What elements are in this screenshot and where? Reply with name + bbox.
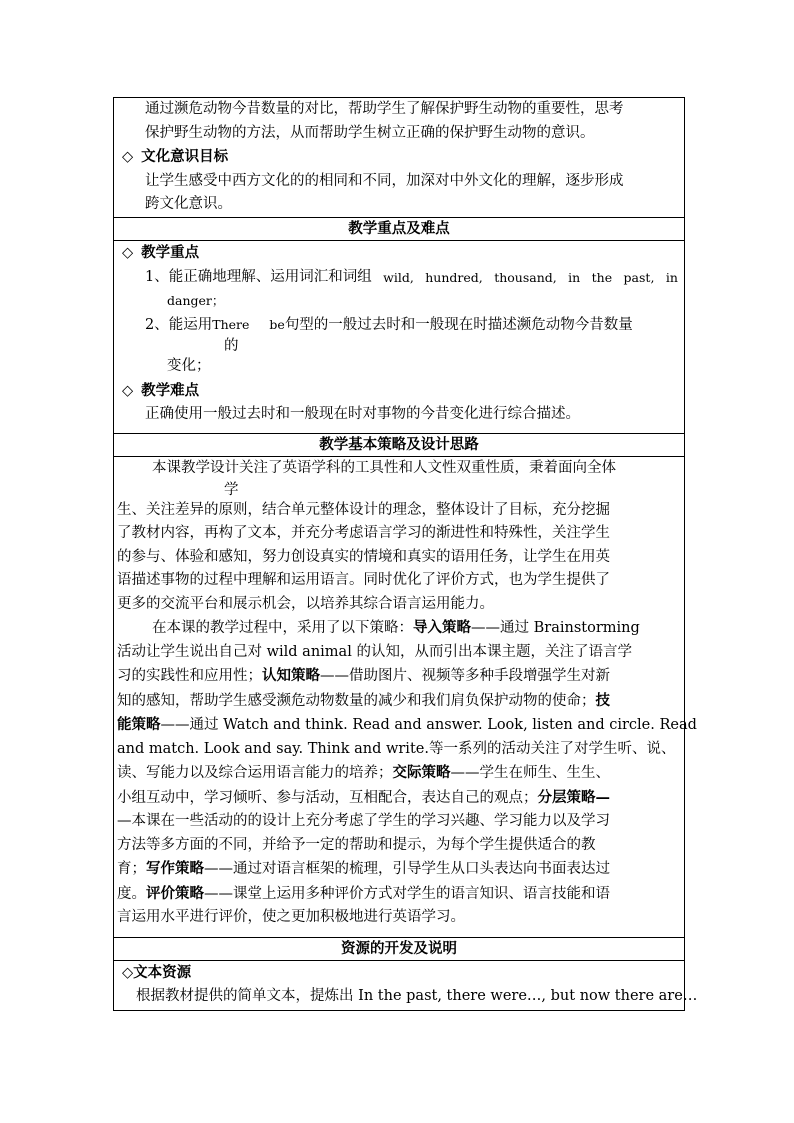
diamond-bullet-icon: ◇ [122, 382, 134, 399]
culture-goal-heading: ◇ 文化意识目标 [122, 148, 229, 165]
focus-heading: ◇ 教学重点 [122, 244, 200, 261]
diamond-bullet-icon: ◇ [122, 245, 134, 261]
focus-item-2-cont: 变化； [167, 358, 211, 374]
difficulty-heading: ◇ 教学难点 [122, 381, 200, 399]
difficulty-text: 正确使用一般过去时和一般现在时对事物的今昔变化进行综合描述。 [145, 406, 580, 422]
text-resource-heading: ◇文本资源 [122, 964, 192, 981]
strategy-p1-line-2: 生、关注差异的原则，结合单元整体设计的理念，整体设计了目标，充分挖掘 [117, 501, 610, 518]
lesson-plan-table [113, 97, 698, 1011]
strategy-p1-line-6: 更多的交流平台和展示机会，以培养其综合语言运用能力。 [117, 595, 494, 612]
diamond-bullet-icon: ◇ [122, 149, 134, 165]
key-points-cell [114, 241, 684, 434]
strategy-p2-line-9: —本课在一些活动的的设计上充分考虑了学生的学习兴趣、学习能力以及学习 [117, 813, 610, 829]
focus-item-1-cont: danger； [167, 293, 225, 308]
strategy-p2-line-5: 能策略——通过 Watch and think. Read and answer. Look, listen and circle. Read [117, 716, 697, 733]
text-resource-line: 根据教材提供的简单文本，提炼出 In the past, there were…, but now there are… [136, 987, 698, 1004]
strategy-p2-line-8: 小组互动中，学习倾听、参与活动，互相配合，表达自己的观点；分层策略— [117, 788, 610, 806]
moral-line-1: 通过濒危动物今昔数量的对比，帮助学生了解保护野生动物的重要性，思考 [145, 101, 624, 117]
strategy-p1-line-3: 了教材内容，再构了文本，并充分考虑语言学习的渐进性和特殊性，关注学生 [117, 525, 610, 541]
focus-item-2: 2、能运用There be句型的一般过去时和一般现在时描述濒危动物今昔数量 [145, 316, 633, 333]
strategy-p2-line-3: 习的实践性和应用性；认知策略——借助图片、视频等多种手段增强学生对新 [117, 667, 610, 684]
strategy-header: 教学基本策略及设计思路 [114, 434, 684, 457]
strategy-p1-line-1b: 学 [224, 481, 239, 498]
culture-line-1: 让学生感受中西方文化的的相同和不同，加深对中外文化的理解，逐步形成 [145, 172, 624, 189]
goals-cell [114, 98, 684, 218]
resources-header: 资源的开发及说明 [114, 938, 684, 961]
strategy-p1-line-1: 本课教学设计关注了英语学科的工具性和人文性双重性质，秉着面向全体 [152, 460, 616, 476]
focus-item-1: 1、能正确地理解、运用词汇和词组 wild, hundred, thousand, in the past, in [145, 268, 678, 285]
strategy-p1-line-4: 的参与、体验和感知，努力创设真实的情境和真实的语用任务，让学生在用英 [117, 548, 610, 565]
strategy-p2-line-2: 活动让学生说出自己对 wild animal 的认知，从而引出本课主题，关注了语言学 [117, 643, 632, 660]
strategy-p2-line-13: 言运用水平进行评价，使之更加积极地进行英语学习。 [117, 909, 465, 925]
focus-item-2-de: 的 [224, 338, 239, 354]
strategy-p2-line-10: 方法等多方面的不同，并给予一定的帮助和提示，为每个学生提供适合的教 [117, 836, 596, 853]
strategy-cell [114, 457, 697, 938]
resources-cell [114, 961, 698, 1011]
strategy-p2-line-12: 度。评价策略——课堂上运用多种评价方式对学生的语言知识、语言技能和语 [117, 884, 610, 902]
strategy-p1-line-5: 语描述事物的过程中理解和运用语言。同时优化了评价方式，也为学生提供了 [117, 572, 610, 588]
strategy-p2-line-4: 知的感知，帮助学生感受濒危动物数量的减少和我们肩负保护动物的使命；技 [117, 691, 610, 709]
strategy-p2-line-1: 在本课的教学过程中，采用了以下策略：导入策略——通过 Brainstorming [152, 619, 640, 636]
culture-line-2: 跨文化意识。 [145, 196, 232, 212]
strategy-p2-line-11: 育；写作策略——通过对语言框架的梳理，引导学生从口头表达向书面表达过 [117, 860, 610, 877]
key-points-header: 教学重点及难点 [114, 218, 684, 241]
strategy-p2-line-6: and match. Look and say. Think and write.等一系列的活动关注了对学生听、说、 [117, 740, 676, 757]
moral-line-2: 保护野生动物的方法，从而帮助学生树立正确的保护野生动物的意识。 [145, 124, 595, 141]
strategy-p2-line-7: 读、写能力以及综合运用语言能力的培养；交际策略——学生在师生、生生、 [117, 764, 610, 781]
